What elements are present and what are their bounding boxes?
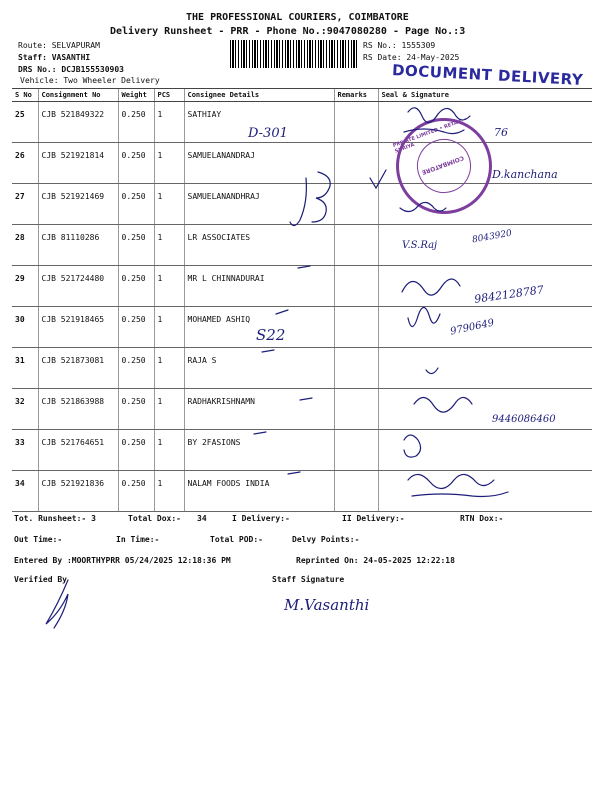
arrow-29-stroke bbox=[298, 266, 310, 268]
arrow-33-stroke bbox=[254, 432, 266, 434]
document-delivery-stamp: DOCUMENT DELIVERY bbox=[391, 61, 584, 89]
total-pod: Total POD:- bbox=[210, 535, 263, 544]
signature-32-stroke bbox=[414, 397, 472, 412]
delvy-points: Delvy Points:- bbox=[292, 535, 360, 544]
row-consignment: CJB 521921836 bbox=[38, 471, 118, 512]
row-consignee: RADHAKRISHNAMN bbox=[184, 389, 334, 430]
tot-runsheet: Tot. Runsheet:- 3 bbox=[14, 514, 96, 523]
header-pcs: PCS bbox=[154, 89, 184, 102]
staff-signature-handwritten: M.Vasanthi bbox=[284, 596, 370, 614]
rtn-dox: RTN Dox:- bbox=[460, 514, 504, 523]
row-weight: 0.250 bbox=[118, 102, 154, 143]
signature-27-stroke bbox=[400, 202, 446, 211]
row-consignment: CJB 521921814 bbox=[38, 143, 118, 184]
total-dox-label: Total Dox:- bbox=[128, 514, 181, 523]
row-sno: 27 bbox=[12, 184, 38, 225]
signature-34-under bbox=[412, 492, 508, 497]
total-dox-value: 34 bbox=[197, 514, 207, 523]
in-time: In Time:- bbox=[116, 535, 160, 544]
row-consignee: MOHAMED ASHIQ bbox=[184, 307, 334, 348]
signature-29-stroke bbox=[402, 279, 460, 295]
company-name: THE PROFESSIONAL COURIERS, COIMBATORE bbox=[186, 12, 409, 23]
row-weight: 0.250 bbox=[118, 348, 154, 389]
row-consignment: CJB 521921469 bbox=[38, 184, 118, 225]
rs-number: RS No.: 1555309 bbox=[363, 41, 436, 50]
signature-33-stroke bbox=[404, 435, 421, 457]
seal-ring-text: PRIVATE LIMITED • RETAIL • SURIYA bbox=[392, 116, 469, 155]
header-seal-signature: Seal & Signature bbox=[378, 89, 592, 102]
row-consignment: CJB 521873081 bbox=[38, 348, 118, 389]
row-pcs: 1 bbox=[154, 430, 184, 471]
row-pcs: 1 bbox=[154, 225, 184, 266]
header-consignee: Consignee Details bbox=[184, 89, 334, 102]
signature-34-stroke bbox=[408, 474, 494, 488]
signature-31-stroke bbox=[426, 368, 438, 374]
row-weight: 0.250 bbox=[118, 143, 154, 184]
header-consignment: Consignment No bbox=[38, 89, 118, 102]
out-time: Out Time:- bbox=[14, 535, 63, 544]
row-consignment: CJB 521764651 bbox=[38, 430, 118, 471]
row-sno: 31 bbox=[12, 348, 38, 389]
rs-date: RS Date: 24-May-2025 bbox=[363, 53, 460, 62]
row-sno: 25 bbox=[12, 102, 38, 143]
row-pcs: 1 bbox=[154, 471, 184, 512]
row-consignment: CJB 521863988 bbox=[38, 389, 118, 430]
row-pcs: 1 bbox=[154, 389, 184, 430]
row-weight: 0.250 bbox=[118, 307, 154, 348]
verified-by-stroke bbox=[46, 580, 68, 628]
row-pcs: 1 bbox=[154, 266, 184, 307]
row-consignment: CJB 521849322 bbox=[38, 102, 118, 143]
handwritten-phone-30: 9790649 bbox=[449, 317, 496, 338]
row-sno: 32 bbox=[12, 389, 38, 430]
ii-delivery: II Delivery:- bbox=[342, 514, 405, 523]
row-consignee: LR ASSOCIATES bbox=[184, 225, 334, 266]
handwritten-vs-raj: V.S.Raj bbox=[402, 240, 438, 251]
row-consignee: RAJA S bbox=[184, 348, 334, 389]
row-consignment: CJB 521918465 bbox=[38, 307, 118, 348]
signature-25-under bbox=[404, 129, 464, 134]
handwritten-s22: S22 bbox=[256, 326, 286, 344]
checkmark-stroke bbox=[370, 170, 386, 188]
drs-number: DRS No.: DCJB155530903 bbox=[18, 65, 124, 74]
signature-30-stroke bbox=[408, 307, 440, 326]
row-consignment: CJB 521724480 bbox=[38, 266, 118, 307]
row-sno: 34 bbox=[12, 471, 38, 512]
row-pcs: 1 bbox=[154, 143, 184, 184]
row-weight: 0.250 bbox=[118, 184, 154, 225]
row-weight: 0.250 bbox=[118, 225, 154, 266]
row-pcs: 1 bbox=[154, 348, 184, 389]
row-pcs: 1 bbox=[154, 184, 184, 225]
seal-city-text: COIMBATORE bbox=[420, 153, 465, 176]
runsheet-subtitle: Delivery Runsheet - PRR - Phone No.:9047080280 - Page No.:3 bbox=[110, 26, 466, 37]
verified-by: Verified By bbox=[14, 575, 67, 584]
staff-label: Staff: VASANTHI bbox=[18, 53, 91, 62]
arrow-31-stroke bbox=[262, 350, 274, 352]
row-consignee: SAMUELANANDRAJ bbox=[184, 143, 334, 184]
handwritten-phone-28: 8043920 bbox=[471, 228, 513, 246]
row-weight: 0.250 bbox=[118, 389, 154, 430]
route-label: Route: SELVAPURAM bbox=[18, 41, 100, 50]
handwritten-number-25: 76 bbox=[494, 126, 508, 139]
signature-25-stroke bbox=[408, 108, 470, 123]
row-weight: 0.250 bbox=[118, 471, 154, 512]
row-consignee: SAMUELANANDHRAJ bbox=[184, 184, 334, 225]
row-weight: 0.250 bbox=[118, 430, 154, 471]
row-sno: 26 bbox=[12, 143, 38, 184]
remarks-bracket-stroke bbox=[312, 172, 330, 222]
row-pcs: 1 bbox=[154, 307, 184, 348]
row-consignee: NALAM FOODS INDIA bbox=[184, 471, 334, 512]
row-sno: 28 bbox=[12, 225, 38, 266]
row-consignee: BY 2FASIONS bbox=[184, 430, 334, 471]
handwritten-phone-32: 9446086460 bbox=[492, 414, 556, 425]
row-consignee: SATHIAY bbox=[184, 102, 334, 143]
handwritten-kanchana: D.kanchana bbox=[492, 168, 558, 181]
staff-signature-label: Staff Signature bbox=[272, 575, 345, 584]
vehicle-label: Vehicle: Two Wheeler Delivery bbox=[20, 76, 160, 85]
arrow-34-stroke bbox=[288, 472, 300, 474]
row-weight: 0.250 bbox=[118, 266, 154, 307]
header-sno: S No bbox=[12, 89, 38, 102]
arrow-32-stroke bbox=[300, 398, 312, 400]
reprinted-on: Reprinted On: 24-05-2025 12:22:18 bbox=[296, 556, 455, 565]
entered-by: Entered By :MOORTHYPRR 05/24/2025 12:18:36 PM bbox=[14, 556, 231, 565]
header-remarks: Remarks bbox=[334, 89, 378, 102]
arrow-30-stroke bbox=[276, 310, 288, 314]
row-sno: 33 bbox=[12, 430, 38, 471]
remarks-hook-stroke bbox=[290, 178, 306, 226]
row-consignment: CJB 81110286 bbox=[38, 225, 118, 266]
row-consignee: MR L CHINNADURAI bbox=[184, 266, 334, 307]
i-delivery: I Delivery:- bbox=[232, 514, 290, 523]
row-sno: 30 bbox=[12, 307, 38, 348]
row-sno: 29 bbox=[12, 266, 38, 307]
handwritten-d301: D-301 bbox=[248, 126, 288, 141]
row-pcs: 1 bbox=[154, 102, 184, 143]
handwritten-phone-29: 9842128787 bbox=[473, 283, 545, 306]
header-weight: Weight bbox=[118, 89, 154, 102]
